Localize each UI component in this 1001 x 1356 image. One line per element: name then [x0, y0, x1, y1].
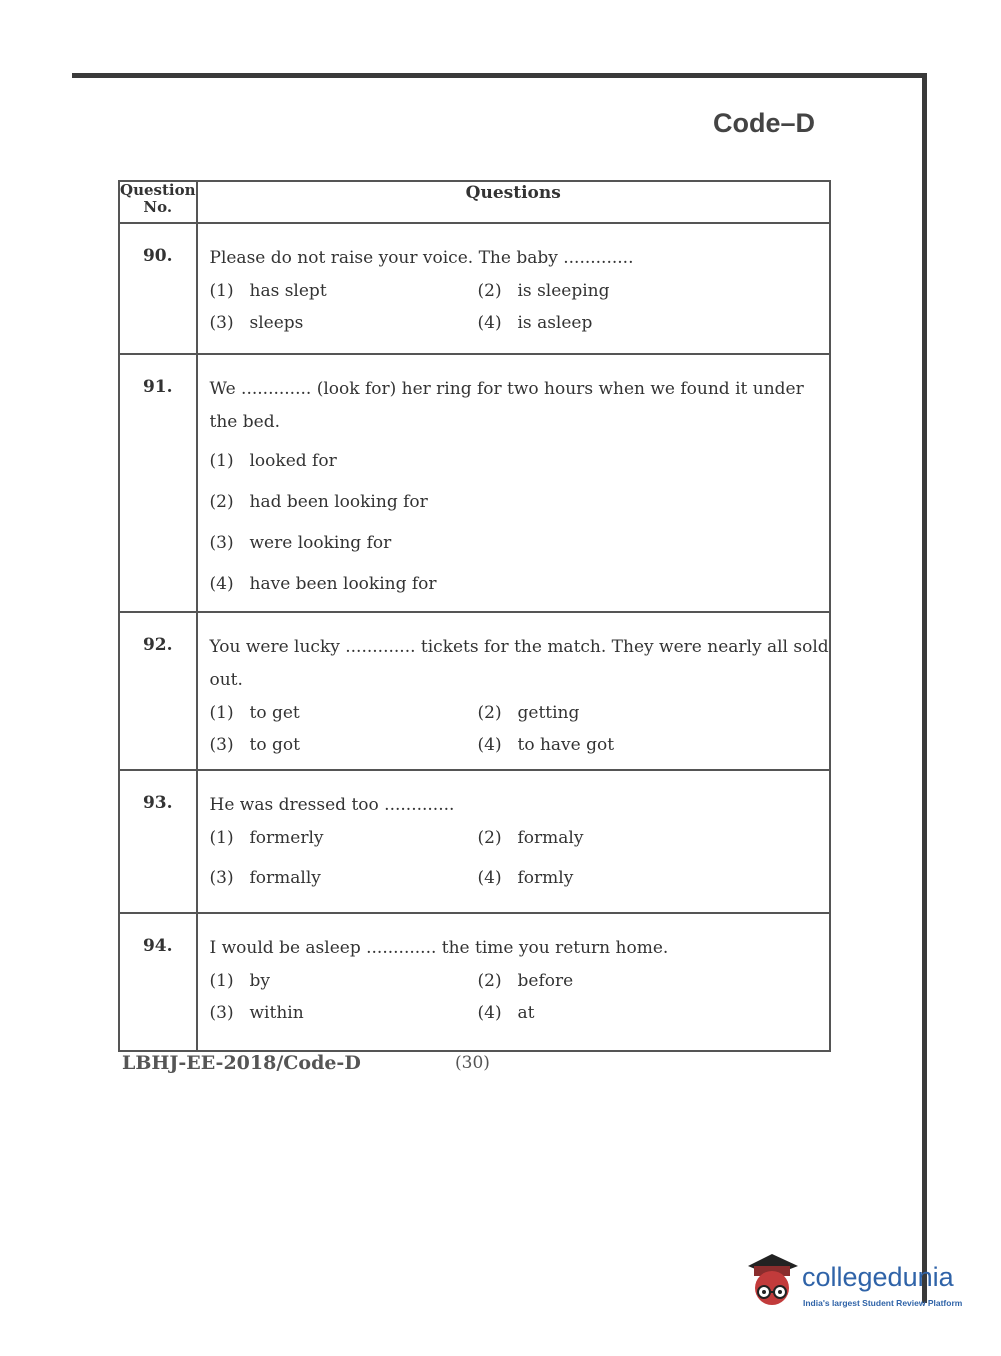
- options-list: [210, 451, 830, 594]
- paper-code-title: Code–D: [713, 108, 816, 138]
- question-number: 92.: [119, 612, 197, 770]
- option-3: (3) within: [209, 1003, 304, 1023]
- options-list: [210, 703, 830, 755]
- question-number: 93.: [119, 770, 197, 913]
- question-no-header: Question No.: [119, 181, 197, 223]
- option-4: (4) have been looking for: [209, 574, 437, 594]
- option-2: (2) formaly: [477, 828, 584, 848]
- logo-tagline: India's largest Student Review Platform: [803, 1298, 963, 1308]
- question-body: [197, 913, 831, 1051]
- option-2: (2) getting: [477, 703, 580, 723]
- options-list: [210, 828, 830, 888]
- questions-header: Questions: [197, 181, 831, 223]
- question-body: [197, 612, 831, 770]
- option-4: (4) at: [477, 1003, 535, 1023]
- option-1: (1) to get: [209, 703, 300, 723]
- option-4: (4) to have got: [477, 735, 615, 755]
- option-3: (3) sleeps: [209, 313, 304, 333]
- question-body: [197, 770, 831, 913]
- option-4: (4) formly: [477, 868, 574, 888]
- question-body: [197, 354, 831, 612]
- questions-table: [118, 180, 831, 1052]
- question-row-92: [119, 612, 830, 770]
- question-row-90: [119, 223, 830, 354]
- question-stem: Please do not raise your voice. The baby .............: [209, 248, 634, 268]
- footer-paper-code: LBHJ-EE-2018/Code-D: [122, 1052, 361, 1074]
- option-2: (2) before: [477, 971, 574, 991]
- right-border-rule: [922, 73, 927, 1303]
- collegedunia-logo: [742, 1250, 967, 1320]
- option-2: (2) is sleeping: [477, 281, 610, 301]
- question-stem: We ............. (look for) her ring for two hours when we found it under the bed.: [209, 379, 804, 432]
- question-stem: You were lucky ............. tickets for the match. They were nearly all sold out.: [209, 637, 829, 690]
- question-row-94: [119, 913, 830, 1051]
- question-row-93: [119, 770, 830, 913]
- option-3: (3) formally: [209, 868, 321, 888]
- mascot-icon: [742, 1250, 800, 1312]
- options-list: [210, 971, 830, 1023]
- option-4: (4) is asleep: [477, 313, 593, 333]
- options-list: [210, 281, 830, 333]
- option-1: (1) by: [209, 971, 270, 991]
- option-3: (3) to got: [209, 735, 300, 755]
- page-number: (30): [455, 1053, 490, 1073]
- question-body: [197, 223, 831, 354]
- option-3: (3) were looking for: [209, 533, 392, 553]
- option-1: (1) has slept: [209, 281, 327, 301]
- question-number: 90.: [119, 223, 197, 354]
- question-number: 94.: [119, 913, 197, 1051]
- question-stem: He was dressed too .............: [209, 795, 455, 815]
- logo-wordmark: collegedunia: [802, 1262, 954, 1292]
- option-2: (2) had been looking for: [209, 492, 428, 512]
- question-row-91: [119, 354, 830, 612]
- top-border-rule: [72, 73, 927, 78]
- question-stem: I would be asleep ............. the time you return home.: [209, 938, 669, 958]
- question-number: 91.: [119, 354, 197, 612]
- option-1: (1) looked for: [209, 451, 337, 471]
- option-1: (1) formerly: [209, 828, 324, 848]
